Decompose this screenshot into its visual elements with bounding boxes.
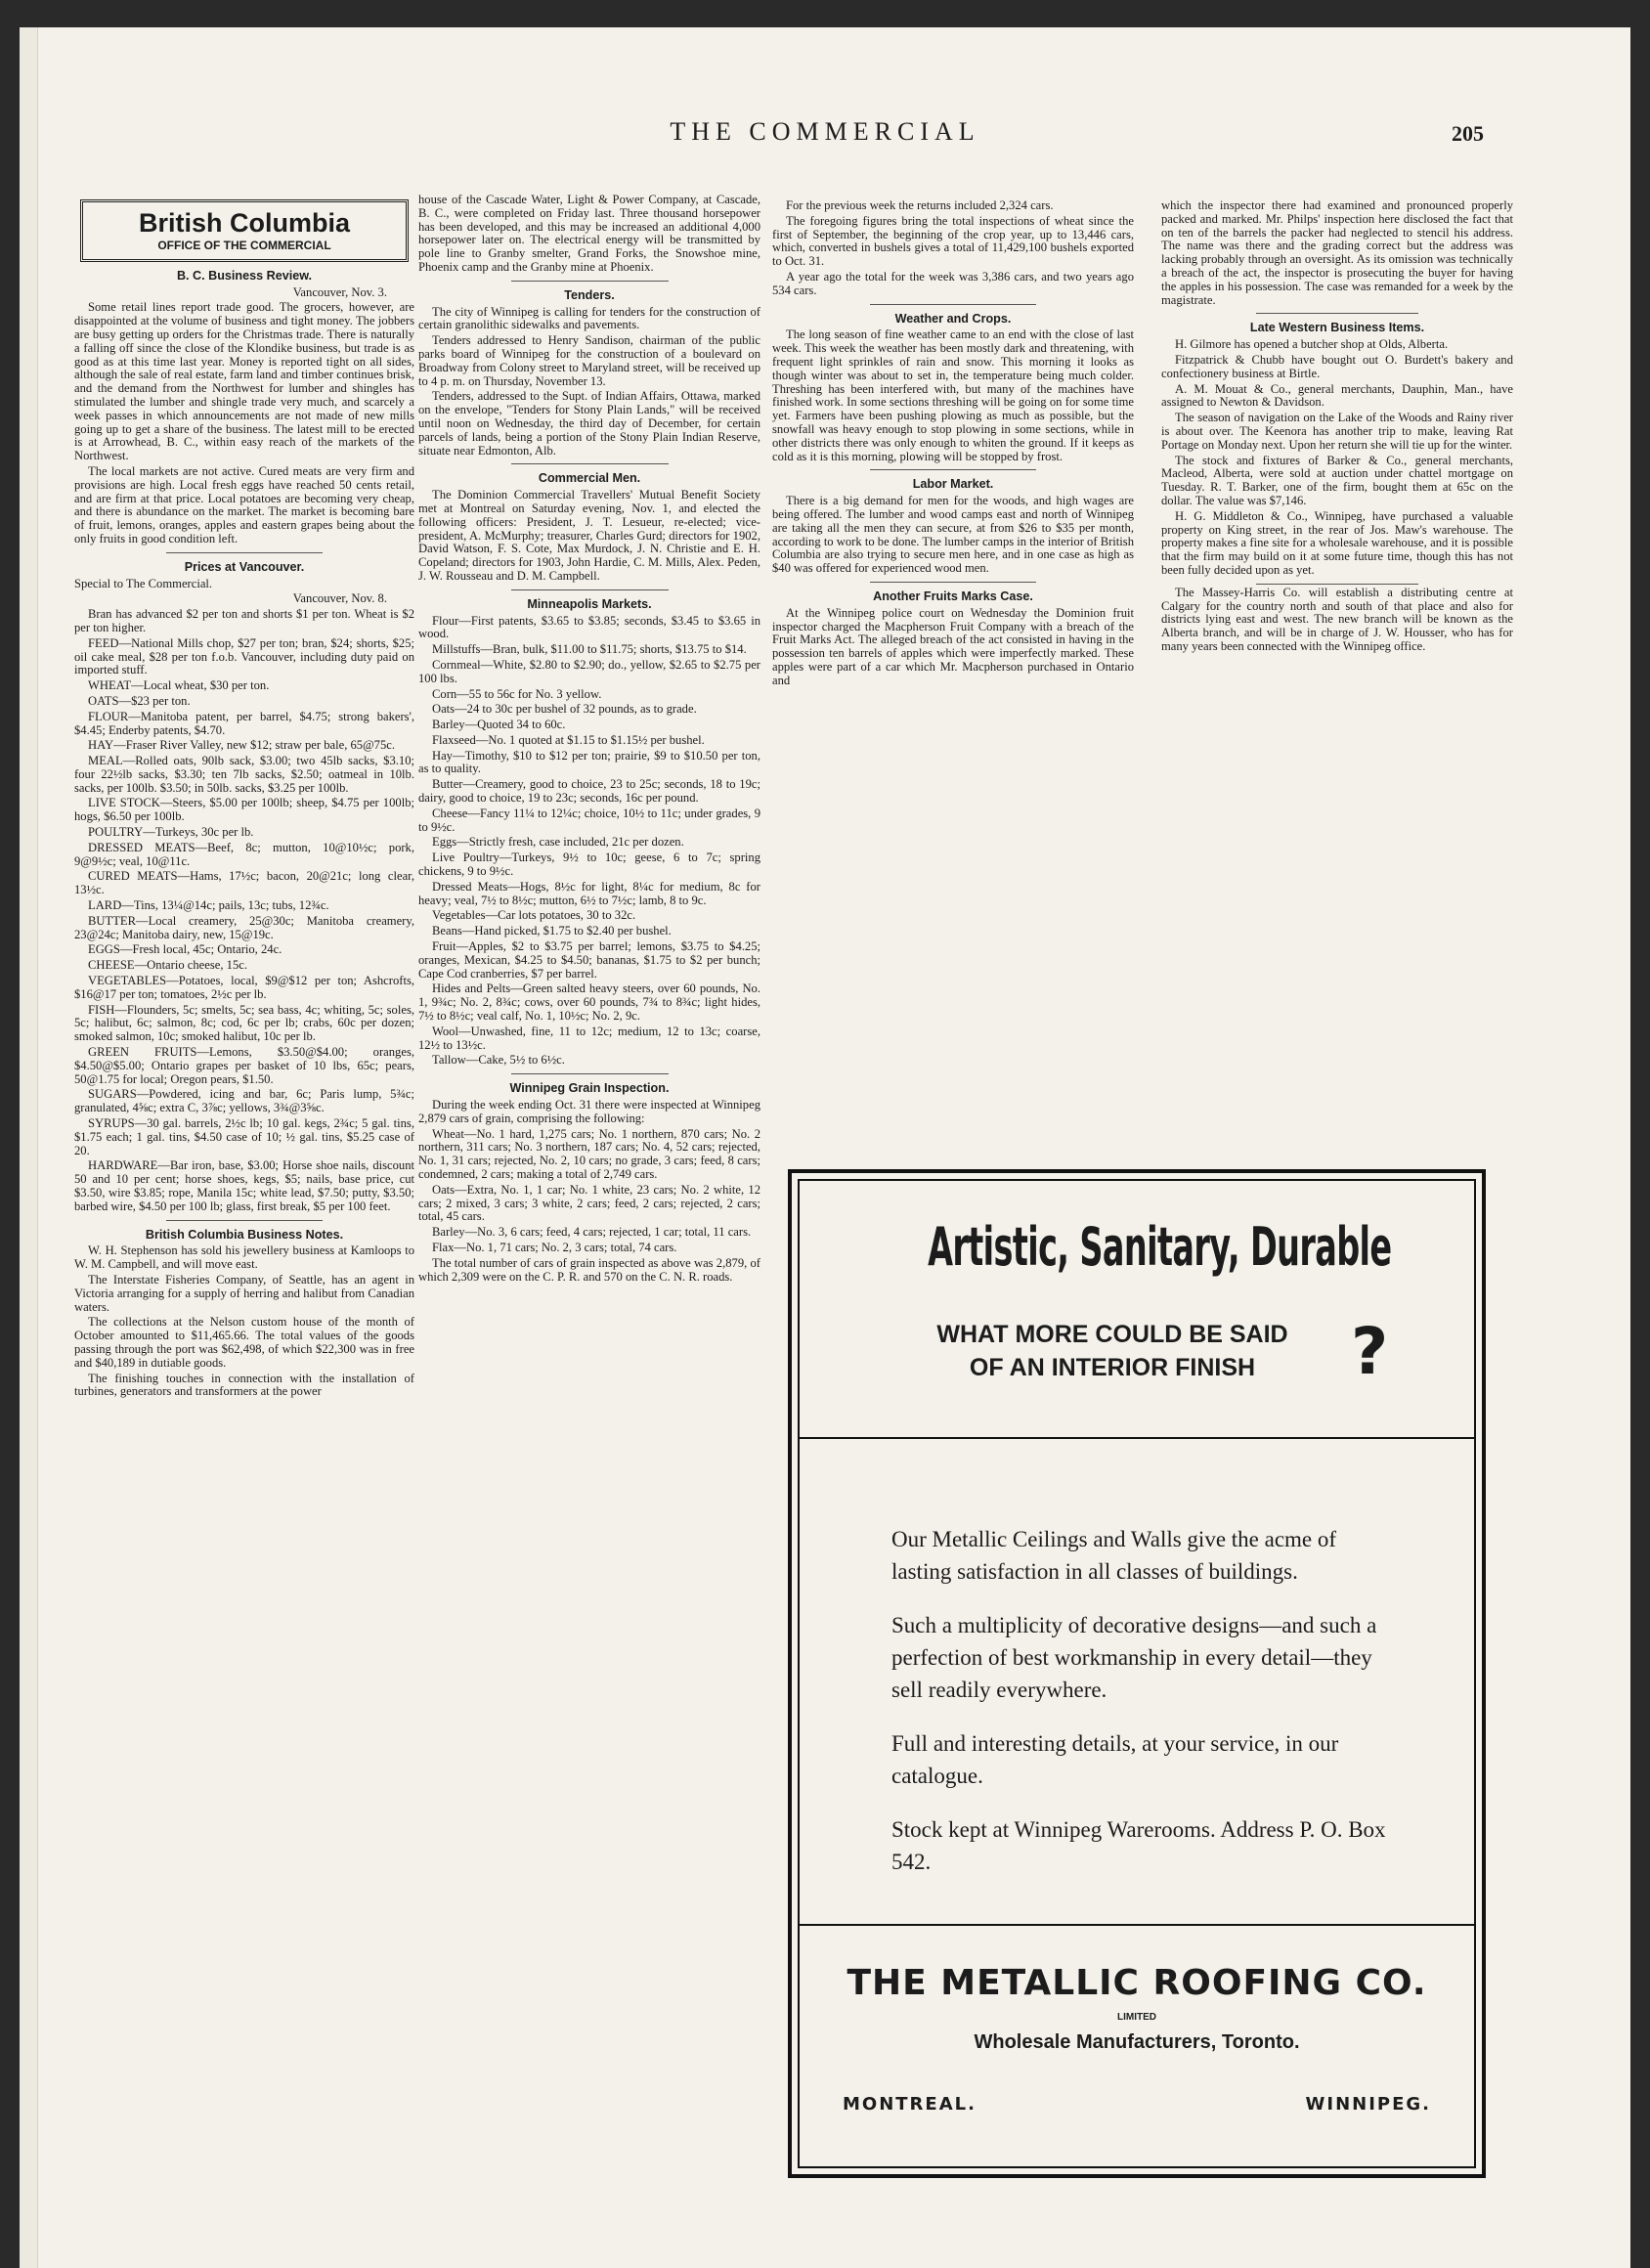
price-entry: Cheese—Fancy 11¼ to 12¼c; choice, 10½ to 11c; under grades, 9 to 9½c. <box>418 806 760 834</box>
ad-wholesale-line: Wholesale Manufacturers, Toronto. <box>974 2031 1300 2053</box>
article-paragraph: house of the Cascade Water, Light & Power Company, at Cascade, B. C., were completed on Friday last. Three thousand horsepower has been developed, and this may be increased an additional 4,000 horsepower later on. The electrical energy will be transmitted by pole line to Granby smelter, Grand Forks, the Snowshoe mine, Phoenix camp and the Granby mine at Phoenix. <box>418 193 760 274</box>
price-entry: Beans—Hand picked, $1.75 to $2.40 per bushel. <box>432 924 672 938</box>
page-number: 205 <box>1452 121 1484 146</box>
price-entry: FLOUR—Manitoba patent, per barrel, $4.75; strong bakers', $4.45; Enderby patents, $4.70. <box>74 709 414 737</box>
divider <box>511 589 669 590</box>
article-heading: Labor Market. <box>912 477 994 492</box>
question-mark-glyph: ? <box>1351 1314 1389 1389</box>
article-paragraph: Flax—No. 1, 71 cars; No. 2, 3 cars; total, 74 cars. <box>432 1240 677 1254</box>
article-paragraph: The Massey-Harris Co. will establish a distributing centre at Calgary for the country north and south of that place and also for districts lying east and west. The new branch will be known as the Alberta branch, and will be in charge of J. W. Housser, who has for many years been connected with the Winnipeg office. <box>1161 585 1513 653</box>
divider <box>870 582 1036 583</box>
column-4 <box>1161 199 1513 656</box>
article-paragraph: The Dominion Commercial Travellers' Mutual Benefit Society met at Montreal on Saturday evening, Nov. 1, and elected the following officers: President, J. T. Lesueur, re-elected; vice-president, A. McMurphy; treasurer, Charles Gurd; directors for 1902, David Watson, F. S. Cote, Max Murdock, J. N. Christie and E. H. Copeland; directors for 1903, John Hardie, C. M. Mills, Alex. Peden, J. W. Rousseau and D. M. Campbell. <box>418 488 760 583</box>
article-paragraph: The finishing touches in connection with the installation of turbines, generators and transformers at the power <box>74 1371 414 1399</box>
price-entry: HAY—Fraser River Valley, new $12; straw per bale, 65@75c. <box>88 738 396 753</box>
article-paragraph: W. H. Stephenson has sold his jewellery business at Kamloops to W. M. Campbell, and will move east. <box>74 1243 414 1272</box>
divider <box>1256 584 1418 585</box>
column-3 <box>772 199 1134 690</box>
article-heading: Minneapolis Markets. <box>527 596 652 611</box>
ad-company-name: THE METALLIC ROOFING CO. <box>847 1963 1427 2003</box>
article-paragraph: The stock and fixtures of Barker & Co., general merchants, Macleod, Alberta, were sold at auction under chattel mortgage on Tuesday. R. T. Barker, one of the firm, bought them at 65c on the dollar. The value was $7,146. <box>1161 453 1513 507</box>
article-paragraph: The collections at the Nelson custom house of the month of October amounted to $11,465.66. The total values of the goods passing through the port was $62,498, of which $22,300 was in free and $40,189 in dutiable goods. <box>74 1315 414 1370</box>
article-paragraph: A. M. Mouat & Co., general merchants, Dauphin, Man., have assigned to Newton & Davidson. <box>1161 381 1513 410</box>
article-paragraph: A year ago the total for the week was 3,386 cars, and two years ago 534 cars. <box>772 269 1134 297</box>
divider <box>870 469 1036 470</box>
price-entry: OATS—$23 per ton. <box>88 693 191 708</box>
price-entry: FISH—Flounders, 5c; smelts, 5c; sea bass, 4c; whiting, 5c; soles, 5c; halibut, 6c; salmon, 8c; cod, 6c per lb; crabs, 60c per dozen; smoked salmon, 10c; smoked halibut, 10c per lb. <box>74 1002 414 1044</box>
article-paragraph: Special to The Commercial. <box>74 576 213 590</box>
divider <box>511 463 669 464</box>
article-paragraph: Bran has advanced $2 per ton and shorts $1 per ton. Wheat is $2 per ton higher. <box>74 607 414 634</box>
section-title: British Columbia <box>138 208 350 238</box>
article-heading: Late Western Business Items. <box>1249 321 1425 335</box>
divider <box>1256 313 1418 314</box>
ad-question-line: WHAT MORE COULD BE SAID <box>936 1321 1288 1348</box>
divider <box>166 1220 323 1221</box>
column-2 <box>418 194 760 1286</box>
price-entry: Cornmeal—White, $2.80 to $2.90; do., yellow, $2.65 to $2.75 per 100 lbs. <box>418 657 760 685</box>
ad-question <box>897 1318 1327 1384</box>
divider <box>870 304 1036 305</box>
article-heading: Another Fruits Marks Case. <box>873 589 1033 603</box>
publication-title: THE COMMERCIAL <box>670 117 980 146</box>
article-paragraph: The foregoing figures bring the total inspections of wheat since the first of September, the beginning of the crop year, up to 13,446 cars, which, converted in bushels gives a total of 11,429,100 bushels exported to Oct. 31. <box>772 213 1134 269</box>
price-entry: Flaxseed—No. 1 quoted at $1.15 to $1.15½ per bushel. <box>432 732 705 747</box>
price-entry: Fruit—Apples, $2 to $3.75 per barrel; lemons, $3.75 to $4.25; oranges, Mexican, $4.25 to $4.50; bananas, $1.75 to $2 per bunch; Cape Cod cranberries, $7 per barrel. <box>418 939 760 981</box>
article-paragraph: Some retail lines report trade good. The grocers, however, are disappointed at the volume of business and tight money. The jobbers are busy getting up orders for the Christmas trade. There is naturally a falling off since the close of the Klondike business, but trade is as good as at this time last year. Money is reported tight on all sides, although the sale of real estate, farm land and timber continues brisk, and the demand from the Northwest for lumber and shingles has stimulated the lumber and shingle trade very much, and scarcely a week passes in which announcements are not made of new mills going up to get a share of the business. The latest mill to be erected is at Arrowhead, B. C., within easy reach of the markets of the Northwest. <box>74 300 414 463</box>
price-entry: Dressed Meats—Hogs, 8½c for light, 8¼c for medium, 8c for heavy; veal, 7½ to 8½c; mutton, 6½ to 7½c; lamb, 8 to 9c. <box>418 879 760 907</box>
price-entry: DRESSED MEATS—Beef, 8c; mutton, 10@10½c; pork, 9@9½c; veal, 10@11c. <box>74 840 414 868</box>
article-heading: Commercial Men. <box>538 471 641 486</box>
price-entry: HARDWARE—Bar iron, base, $3.00; Horse shoe nails, discount 50 and 10 per cent; horse shoes, kegs, $5; nails, base price, cut $3.50, wire $3.85; rope, Manila 15c; white lead, $7.50; putty, $3.50; barbed wire, $4.50 per 100 lb; glass, first break, $5 per 100 feet. <box>74 1158 414 1213</box>
article-paragraph: Oats—Extra, No. 1, 1 car; No. 1 white, 23 cars; No. 2 white, 12 cars; 2 mixed, 3 cars; 3 white, 2 cars; feed, 2 cars; rejected, 2 cars; total, 45 cars. <box>418 1182 760 1224</box>
price-entry: WHEAT—Local wheat, $30 per ton. <box>88 678 270 693</box>
article-heading: B. C. Business Review. <box>176 268 313 283</box>
article-paragraph: The season of navigation on the Lake of the Woods and Rainy river is about over. The Keenora has another trip to make, leaving Rat Portage on Monday next. Upon her return she will tie up for the winter. <box>1161 411 1513 452</box>
divider <box>166 552 323 553</box>
article-paragraph: For the previous week the returns included 2,324 cars. <box>786 198 1054 212</box>
article-paragraph: H. Gilmore has opened a butcher shop at Olds, Alberta. <box>1175 337 1449 352</box>
article-paragraph: The long season of fine weather came to an end with the close of last week. This week the weather has been mostly dark and threatening, with frequent light sprinkles of rain and snow. This morning it looks as though winter was about to set in, the temperature being much colder. Threshing has been interfered with, but many of the machines have finished work. In some sections threshing will be going on for some time yet. Farmers have been pushing plowing as much as possible, but the snowfall was heavy enough to stop plowing in some sections, while in other districts there was only enough to whiten the ground. If it keeps as cold as it is this morning, plowing will be stopped by frost. <box>772 327 1134 463</box>
price-entry: Millstuffs—Bran, bulk, $11.00 to $11.75; shorts, $13.75 to $14. <box>432 642 747 657</box>
price-entry: Butter—Creamery, good to choice, 23 to 25c; seconds, 18 to 19c; dairy, good to choice, 19 to 23c; seconds, 16c per pound. <box>418 777 760 806</box>
ad-limited: LIMITED <box>1117 2012 1156 2023</box>
ad-divider <box>800 1924 1474 1926</box>
article-paragraph: The Interstate Fisheries Company, of Seattle, has an agent in Victoria arranging for a supply of herring and halibut from Canadian waters. <box>74 1272 414 1314</box>
price-entry: Live Poultry—Turkeys, 9½ to 10c; geese, 6 to 7c; spring chickens, 9 to 9½c. <box>418 850 760 879</box>
ad-headline: Artistic, Sanitary, Durable <box>928 1216 1392 1278</box>
section-subtitle: OFFICE OF THE COMMERCIAL <box>157 239 331 252</box>
article-paragraph: Barley—No. 3, 6 cars; feed, 4 cars; rejected, 1 car; total, 11 cars. <box>432 1225 752 1240</box>
ad-question-line: OF AN INTERIOR FINISH <box>969 1354 1256 1381</box>
article-heading: Weather and Crops. <box>894 311 1012 326</box>
article-paragraph: During the week ending Oct. 31 there were inspected at Winnipeg 2,879 cars of grain, comprising the following: <box>418 1098 760 1125</box>
page-binding-margin <box>20 27 38 2268</box>
divider <box>511 1073 669 1074</box>
price-entry: Corn—55 to 56c for No. 3 yellow. <box>432 686 602 701</box>
article-paragraph: There is a big demand for men for the woods, and high wages are being offered. The lumber and wood camps east and north of Winnipeg are taking all the men they can secure, at from $26 to $35 per month, according to work to be done. The lumber camps in the interior of British Columbia are also trying to secure men here, and in one case as high as $40 was offered for experienced wood men. <box>772 494 1134 576</box>
article-heading: Prices at Vancouver. <box>184 559 305 574</box>
price-entry: BUTTER—Local creamery, 25@30c; Manitoba creamery, 23@24c; Manitoba dairy, new, 15@19c. <box>74 913 414 941</box>
price-entry: FEED—National Mills chop, $27 per ton; bran, $24; shorts, $25; oil cake meal, $28 per ton f.o.b. Vancouver, including duty paid on imported stuff. <box>74 635 414 677</box>
british-columbia-box <box>80 199 409 262</box>
article-paragraph: At the Winnipeg police court on Wednesday the Dominion fruit inspector charged the Macpherson Fruit Company with a breach of the Fruit Marks Act. The alleged breach of the act consisted in having in the possession ten barrels of apples which were imperfectly marked. These apples were part of a car which Mr. Macpherson purchased in Ontario and <box>772 605 1134 687</box>
ad-body-paragraph: Stock kept at Winnipeg Warerooms. Address P. O. Box 542. <box>891 1817 1386 1874</box>
article-paragraph: Tenders, addressed to the Supt. of Indian Affairs, Ottawa, marked on the envelope, "Tenders for Stony Plain Lands," will be received until noon on Wednesday, the third day of December, for certain parcels of lands, being a portion of the Stony Plain Indian Reserve, situate near Edmonton, Alb. <box>418 389 760 458</box>
ad-body <box>891 1523 1390 1899</box>
dateline: Vancouver, Nov. 8. <box>292 591 387 606</box>
ad-inner-border <box>798 1179 1476 2168</box>
ad-body-paragraph: Our Metallic Ceilings and Walls give the acme of lasting satisfaction in all classes of buildings. <box>891 1527 1337 1584</box>
price-entry: Oats—24 to 30c per bushel of 32 pounds, as to grade. <box>432 702 697 717</box>
price-entry: MEAL—Rolled oats, 90lb sack, $3.00; two 45lb sacks, $3.10; four 22½lb sacks, $3.30; ten 7lb sacks, $2.50; oatmeal in 10lb. sacks, per 100lb. $3.50; in 50lb. sacks, $3.25 per 100lb. <box>74 754 414 795</box>
article-paragraph: The total number of cars of grain inspected as above was 2,879, of which 2,309 were on the C. P. R. and 570 on the C. N. R. roads. <box>418 1255 760 1284</box>
article-paragraph: Fitzpatrick & Chubb have bought out O. Burdett's bakery and confectionery business at Birtle. <box>1161 352 1513 380</box>
article-paragraph: H. G. Middleton & Co., Winnipeg, have purchased a valuable property on King street, in the rear of Jos. Maw's warehouse. The property makes a fine site for a wholesale warehouse, and it is possible that the firm may build on it at some future time, though this has not been fully decided upon as yet. <box>1161 508 1513 577</box>
ad-city-winnipeg: WINNIPEG. <box>1305 2094 1431 2115</box>
price-entry: Hay—Timothy, $10 to $12 per ton; prairie, $9 to $10.50 per ton, as to quality. <box>418 748 760 776</box>
price-entry: GREEN FRUITS—Lemons, $3.50@$4.00; oranges, $4.50@$5.00; Ontario grapes per basket of 10 lbs, 65c; pears, 50@1.75 for local; Oregon pears, $1.50. <box>74 1045 414 1086</box>
newspaper-page <box>20 27 1630 2268</box>
divider <box>511 281 669 282</box>
price-entry: Tallow—Cake, 5½ to 6½c. <box>432 1053 565 1068</box>
article-paragraph: which the inspector there had examined and pronounced properly packed and marked. Mr. Philps' inspection here disclosed the fact that on ten of the barrels the packer had neglected to stencil his address. The name was there and the grading correct but the address was lacking probably through an oversight. As its omission was technically a breach of the act, the inspector is prosecuting the buyer for having the apples in his possession. The case was remanded for a week by the magistrate. <box>1161 198 1513 307</box>
article-heading: Winnipeg Grain Inspection. <box>509 1081 670 1096</box>
price-entry: CURED MEATS—Hams, 17½c; bacon, 20@21c; long clear, 13½c. <box>74 869 414 897</box>
price-entry: SUGARS—Powdered, icing and bar, 6c; Paris lump, 5¾c; granulated, 4⅝c; extra C, 3⅞c; yellows, 3¾@3⅝c. <box>74 1087 414 1115</box>
price-entry: SYRUPS—30 gal. barrels, 2½c lb; 10 gal. kegs, 2¾c; 5 gal. tins, $1.75 each; 1 gal. tins, $4.50 case of 10; ½ gal. tins, $5.25 case of 20. <box>74 1116 414 1157</box>
ad-divider <box>800 1437 1474 1439</box>
price-entry: Wool—Unwashed, fine, 11 to 12c; medium, 12 to 13c; coarse, 12½ to 13½c. <box>418 1024 760 1052</box>
price-entry: EGGS—Fresh local, 45c; Ontario, 24c. <box>88 942 282 957</box>
price-entry: Eggs—Strictly fresh, case included, 21c per dozen. <box>432 835 684 850</box>
ad-body-paragraph: Full and interesting details, at your service, in our catalogue. <box>891 1731 1339 1788</box>
price-entry: Vegetables—Car lots potatoes, 30 to 32c. <box>432 908 636 923</box>
price-entry: VEGETABLES—Potatoes, local, $9@$12 per ton; Ashcrofts, $16@17 per ton; tomatoes, 2½c per lb. <box>74 974 414 1001</box>
price-entry: LARD—Tins, 13¼@14c; pails, 13c; tubs, 12¾c. <box>88 898 329 913</box>
price-entry: Hides and Pelts—Green salted heavy steers, over 60 pounds, No. 1, 9¾c; No. 2, 8¾c; cows, over 60 pounds, 7¾ to 8¾c; light hides, 7½ to 8½c; veal calf, No. 1, 10½c; No. 2, 9c. <box>418 981 760 1024</box>
article-heading: British Columbia Business Notes. <box>145 1227 344 1242</box>
price-entry: POULTRY—Turkeys, 30c per lb. <box>88 825 254 840</box>
article-paragraph: The city of Winnipeg is calling for tenders for the construction of certain granolithic sidewalks and pavements. <box>418 304 760 332</box>
page-header <box>20 117 1630 156</box>
ad-body-paragraph: Such a multiplicity of decorative designs—and such a perfection of best workmanship in every detail—they sell readily everywhere. <box>891 1613 1377 1702</box>
price-entry: Barley—Quoted 34 to 60c. <box>432 718 566 732</box>
price-entry: CHEESE—Ontario cheese, 15c. <box>88 958 247 973</box>
ad-city-montreal: MONTREAL. <box>843 2094 977 2115</box>
metallic-roofing-advertisement <box>788 1169 1486 2178</box>
price-entry: Flour—First patents, $3.65 to $3.85; seconds, $3.45 to $3.65 in wood. <box>418 613 760 641</box>
article-paragraph: Wheat—No. 1 hard, 1,275 cars; No. 1 northern, 870 cars; No. 2 northern, 311 cars; No. 3 northern, 187 cars; No. 4, 52 cars; rejected, No. 1, 31 cars; rejected, No. 2, 10 cars; no grade, 3 cars; feed, 8 cars; condemned, 2 cars; making a total of 2,749 cars. <box>418 1126 760 1181</box>
article-paragraph: The local markets are not active. Cured meats are very firm and provisions are high. Local fresh eggs have reached 50 cents retail, and are firm at that price. Local potatoes are becoming very cheap, and there is abundance on the market. The market is becoming bare of fruit, lemons, oranges, apples and eastern grapes being about the only fruits in good condition left. <box>74 463 414 545</box>
price-entry: LIVE STOCK—Steers, $5.00 per 100lb; sheep, $4.75 per 100lb; hogs, $6.50 per 100lb. <box>74 796 414 824</box>
column-1 <box>74 196 414 1401</box>
article-paragraph: Tenders addressed to Henry Sandison, chairman of the public parks board of Winnipeg for the construction of a boulevard on Broadway from Colony street to Maryland street, will be received up to 4 p. m. on Thursday, November 13. <box>418 333 760 388</box>
article-heading: Tenders. <box>564 287 615 302</box>
dateline: Vancouver, Nov. 3. <box>292 284 387 299</box>
